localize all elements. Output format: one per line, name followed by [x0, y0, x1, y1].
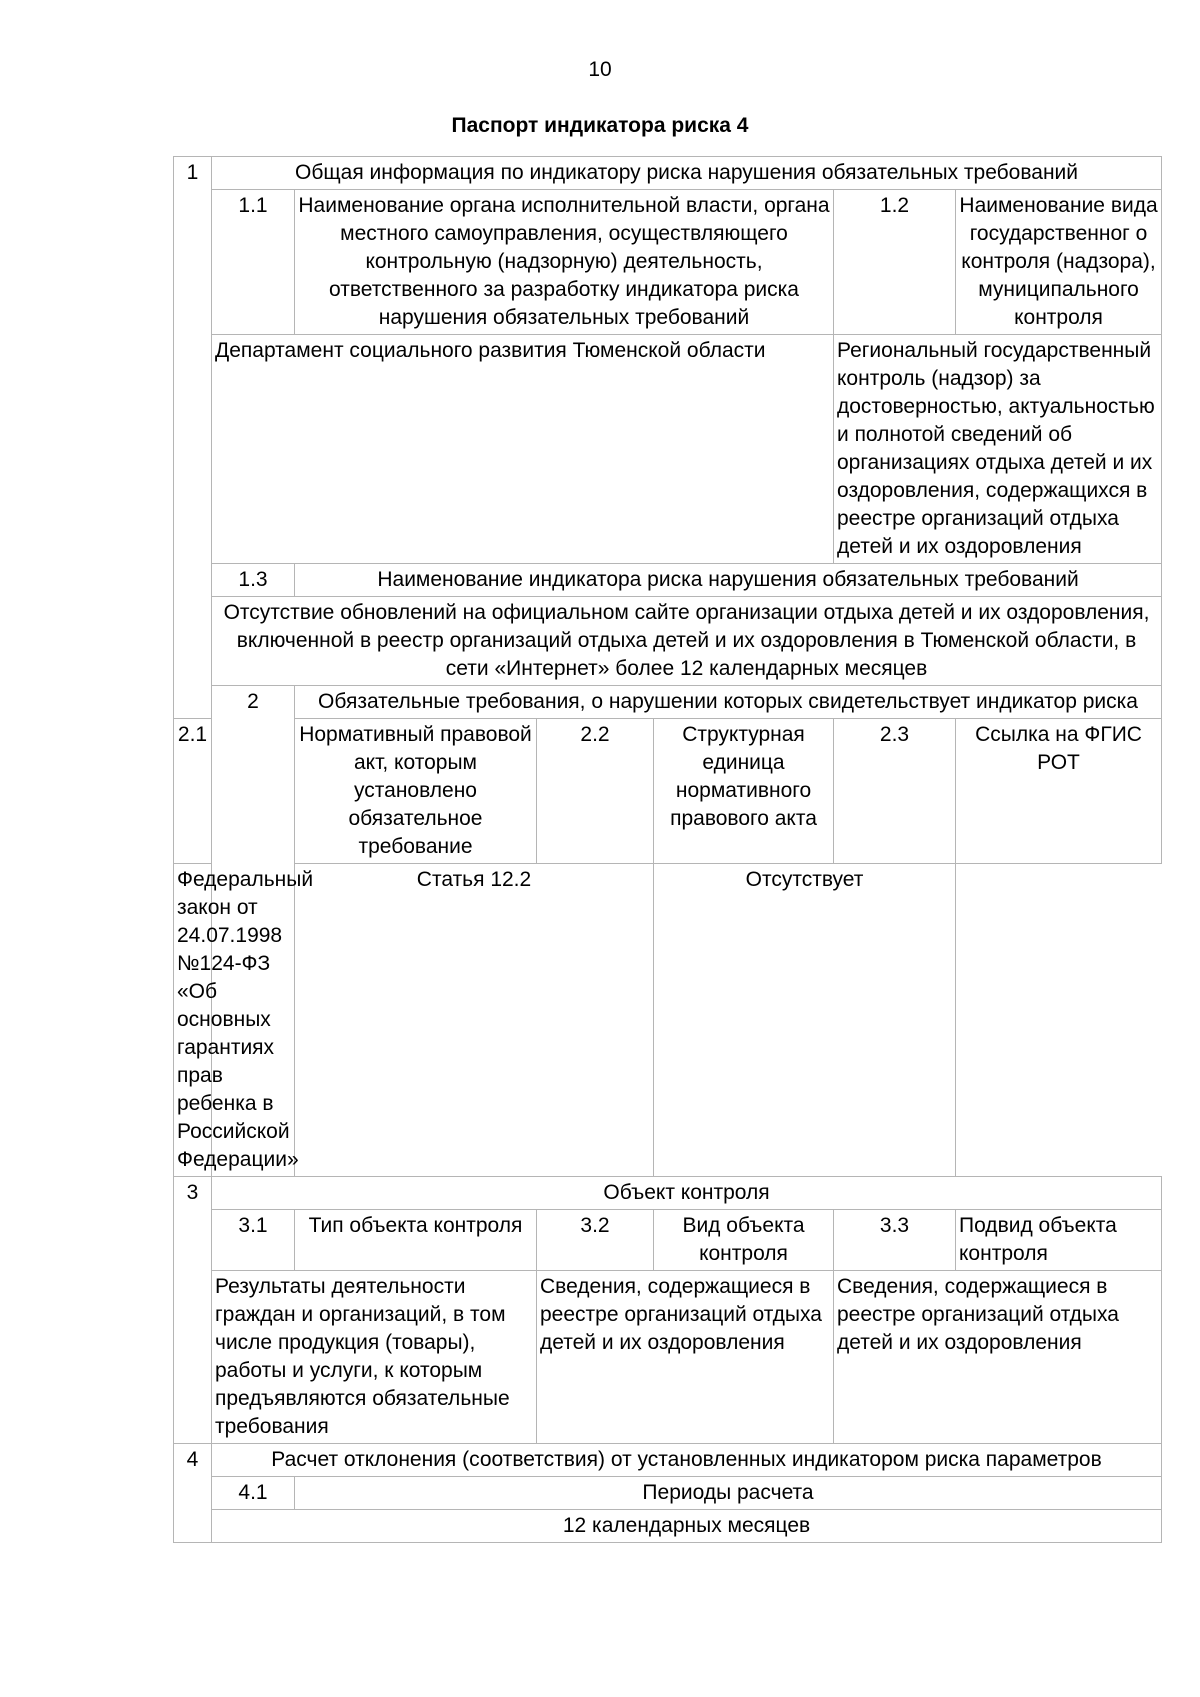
section-1-3-label-row: [174, 564, 1162, 597]
item-2-2-number: 2.2: [537, 719, 654, 864]
item-3-2-number: 3.2: [537, 1210, 654, 1271]
section-2-heading-row: [174, 686, 1162, 719]
item-1-3-number: 1.3: [212, 564, 295, 597]
document-title: Паспорт индикатора риска 4: [451, 114, 749, 137]
section-4-values-row: [174, 1510, 1162, 1543]
item-3-2-value: Сведения, содержащиеся в реестре организаций отдыха детей и их оздоровления: [537, 1271, 834, 1444]
page-number: 10: [588, 58, 612, 81]
item-3-3-number: 3.3: [834, 1210, 956, 1271]
section-3-heading: Объект контроля: [212, 1177, 1162, 1210]
section-4-heading-row: [174, 1444, 1162, 1477]
section-1-heading-row: [174, 157, 1162, 190]
item-4-1-label: Периоды расчета: [295, 1477, 1162, 1510]
item-2-1-number: 2.1: [174, 719, 212, 864]
item-1-2-value: Региональный государственный контроль (надзор) за достоверностью, актуальностью и полнотой сведений об организациях отдыха детей и их оздоровления, содержащихся в реестре организаций отдыха детей и их оздоровления: [834, 335, 1162, 564]
item-2-2-value: Статья 12.2: [295, 864, 654, 1177]
section-2-values-row: [174, 864, 1162, 1177]
item-2-3-value: Отсутствует: [654, 864, 956, 1177]
section-1-labels-row: [174, 190, 1162, 335]
section-1-values-row: [174, 335, 1162, 564]
item-2-3-number: 2.3: [834, 719, 956, 864]
risk-indicator-passport-table: [173, 156, 1162, 1543]
item-4-1-value: 12 календарных месяцев: [212, 1510, 1162, 1543]
section-4-number: 4: [174, 1444, 212, 1543]
item-3-2-label: Вид объекта контроля: [654, 1210, 834, 1271]
item-2-3-label: Ссылка на ФГИС РОТ: [956, 719, 1162, 864]
section-3-values-row: [174, 1271, 1162, 1444]
section-4-heading: Расчет отклонения (соответствия) от установленных индикатором риска параметров: [212, 1444, 1162, 1477]
item-3-1-number: 3.1: [212, 1210, 295, 1271]
item-3-1-label: Тип объекта контроля: [295, 1210, 537, 1271]
item-2-1-label: Нормативный правовой акт, которым установлено обязательное требование: [295, 719, 537, 864]
item-1-2-label: Наименование вида государственног о контроля (надзора), муниципального контроля: [956, 190, 1162, 335]
section-1-3-value-row: [174, 597, 1162, 686]
item-1-1-value: Департамент социального развития Тюменской области: [212, 335, 834, 564]
item-1-2-number: 1.2: [834, 190, 956, 335]
item-3-3-value: Сведения, содержащиеся в реестре организаций отдыха детей и их оздоровления: [834, 1271, 1162, 1444]
item-1-3-value: Отсутствие обновлений на официальном сайте организации отдыха детей и их оздоровления, включенной в реестр организаций отдыха детей и их оздоровления в Тюменской области, в сети «Интернет» более 12 календарных месяцев: [212, 597, 1162, 686]
section-3-labels-row: [174, 1210, 1162, 1271]
item-3-3-label: Подвид объекта контроля: [956, 1210, 1162, 1271]
item-1-3-label: Наименование индикатора риска нарушения обязательных требований: [295, 564, 1162, 597]
section-1-number: 1: [174, 157, 212, 719]
section-2-labels-row: [174, 719, 1162, 864]
item-3-1-value: Результаты деятельности граждан и организаций, в том числе продукция (товары), работы и услуги, к которым предъявляются обязательные требования: [212, 1271, 537, 1444]
section-3-heading-row: [174, 1177, 1162, 1210]
item-2-1-value: Федеральный закон от 24.07.1998 №124-ФЗ «Об основных гарантиях прав ребенка в Российской Федерации»: [174, 864, 295, 1177]
item-1-1-label: Наименование органа исполнительной власти, органа местного самоуправления, осуществляющего контрольную (надзорную) деятельность, ответственного за разработку индикатора риска нарушения обязательных требований: [295, 190, 834, 335]
section-4-labels-row: [174, 1477, 1162, 1510]
section-2-heading: Обязательные требования, о нарушении которых свидетельствует индикатор риска: [295, 686, 1162, 719]
item-1-1-number: 1.1: [212, 190, 295, 335]
item-4-1-number: 4.1: [212, 1477, 295, 1510]
section-1-heading: Общая информация по индикатору риска нарушения обязательных требований: [212, 157, 1162, 190]
section-2-number: 2: [212, 686, 295, 1177]
section-3-number: 3: [174, 1177, 212, 1444]
item-2-2-label: Структурная единица нормативного правового акта: [654, 719, 834, 864]
